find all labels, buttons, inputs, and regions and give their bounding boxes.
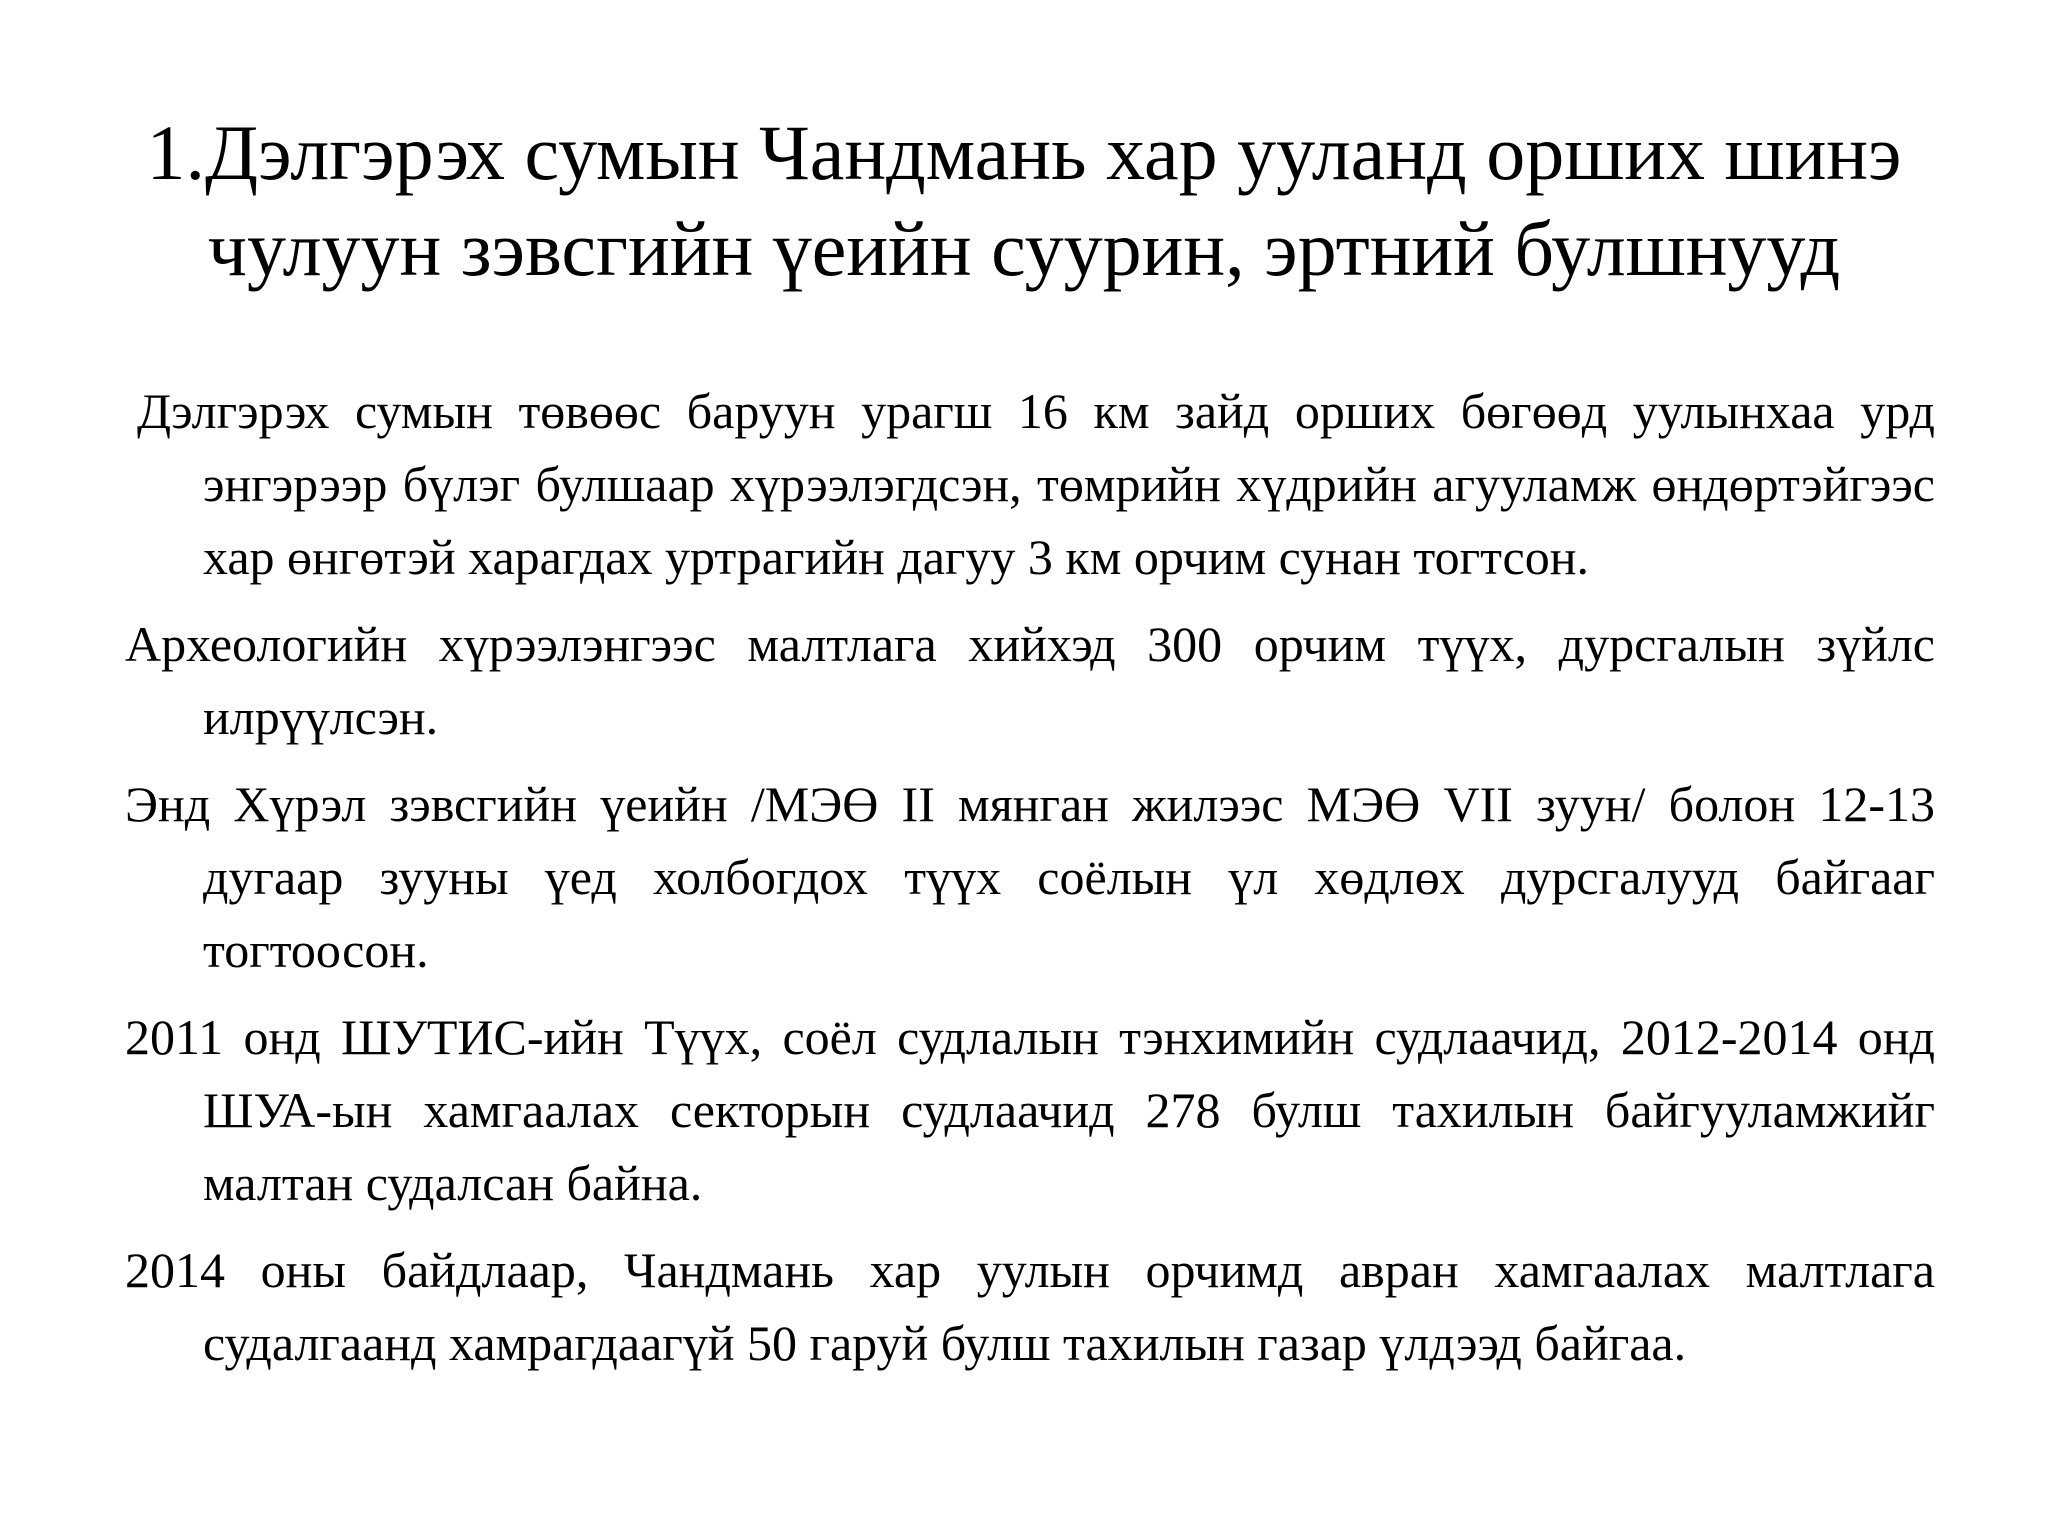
body-paragraph: Археологийн хүрээлэнгээс малтлага хийхэд 300 орчим түүх, дурсгалын зүйлс илрүүлсэн. [125, 616, 1935, 745]
body-paragraph: Энд Хүрэл зэвсгийн үеийн /МЭӨ II мянган жилээс МЭӨ VII зуун/ болон 12-13 дугаар зууны үед холбогдох түүх соёлын үл хөдлөх дурсгалууд байгааг тогтоосон. [125, 776, 1935, 978]
slide-body [125, 375, 1935, 1394]
body-paragraph: Дэлгэрэх сумын төвөөс баруун урагш 16 км зайд орших бөгөөд уулынхаа урд энгэрээр бүлэг булшаар хүрээлэгдсэн, төмрийн хүдрийн агууламж өндөртэйгээс хар өнгөтэй харагдах уртрагийн дагуу 3 км орчим сунан тогтсон. [137, 383, 1935, 585]
slide-title-line: 1.Дэлгэрэх сумын Чандмань хар ууланд орших шинэ [146, 109, 1902, 196]
body-paragraph: 2011 онд ШУТИС-ийн Түүх, соёл судлалын тэнхимийн судлаачид, 2012-2014 онд ШУА-ын хамгаалах секторын судлаачид 278 булш тахилын байгууламжийг малтан судалсан байна. [125, 1009, 1935, 1211]
body-paragraph: 2014 оны байдлаар, Чандмань хар уулын орчимд авран хамгаалах малтлага судалгаанд хамрагдаагүй 50 гаруй булш тахилын газар үлдээд байгаа. [125, 1242, 1935, 1371]
slide-title-line: чулуун зэвсгийн үеийн суурин, эртний булшнууд [207, 205, 1841, 292]
slide-title [100, 105, 1948, 297]
